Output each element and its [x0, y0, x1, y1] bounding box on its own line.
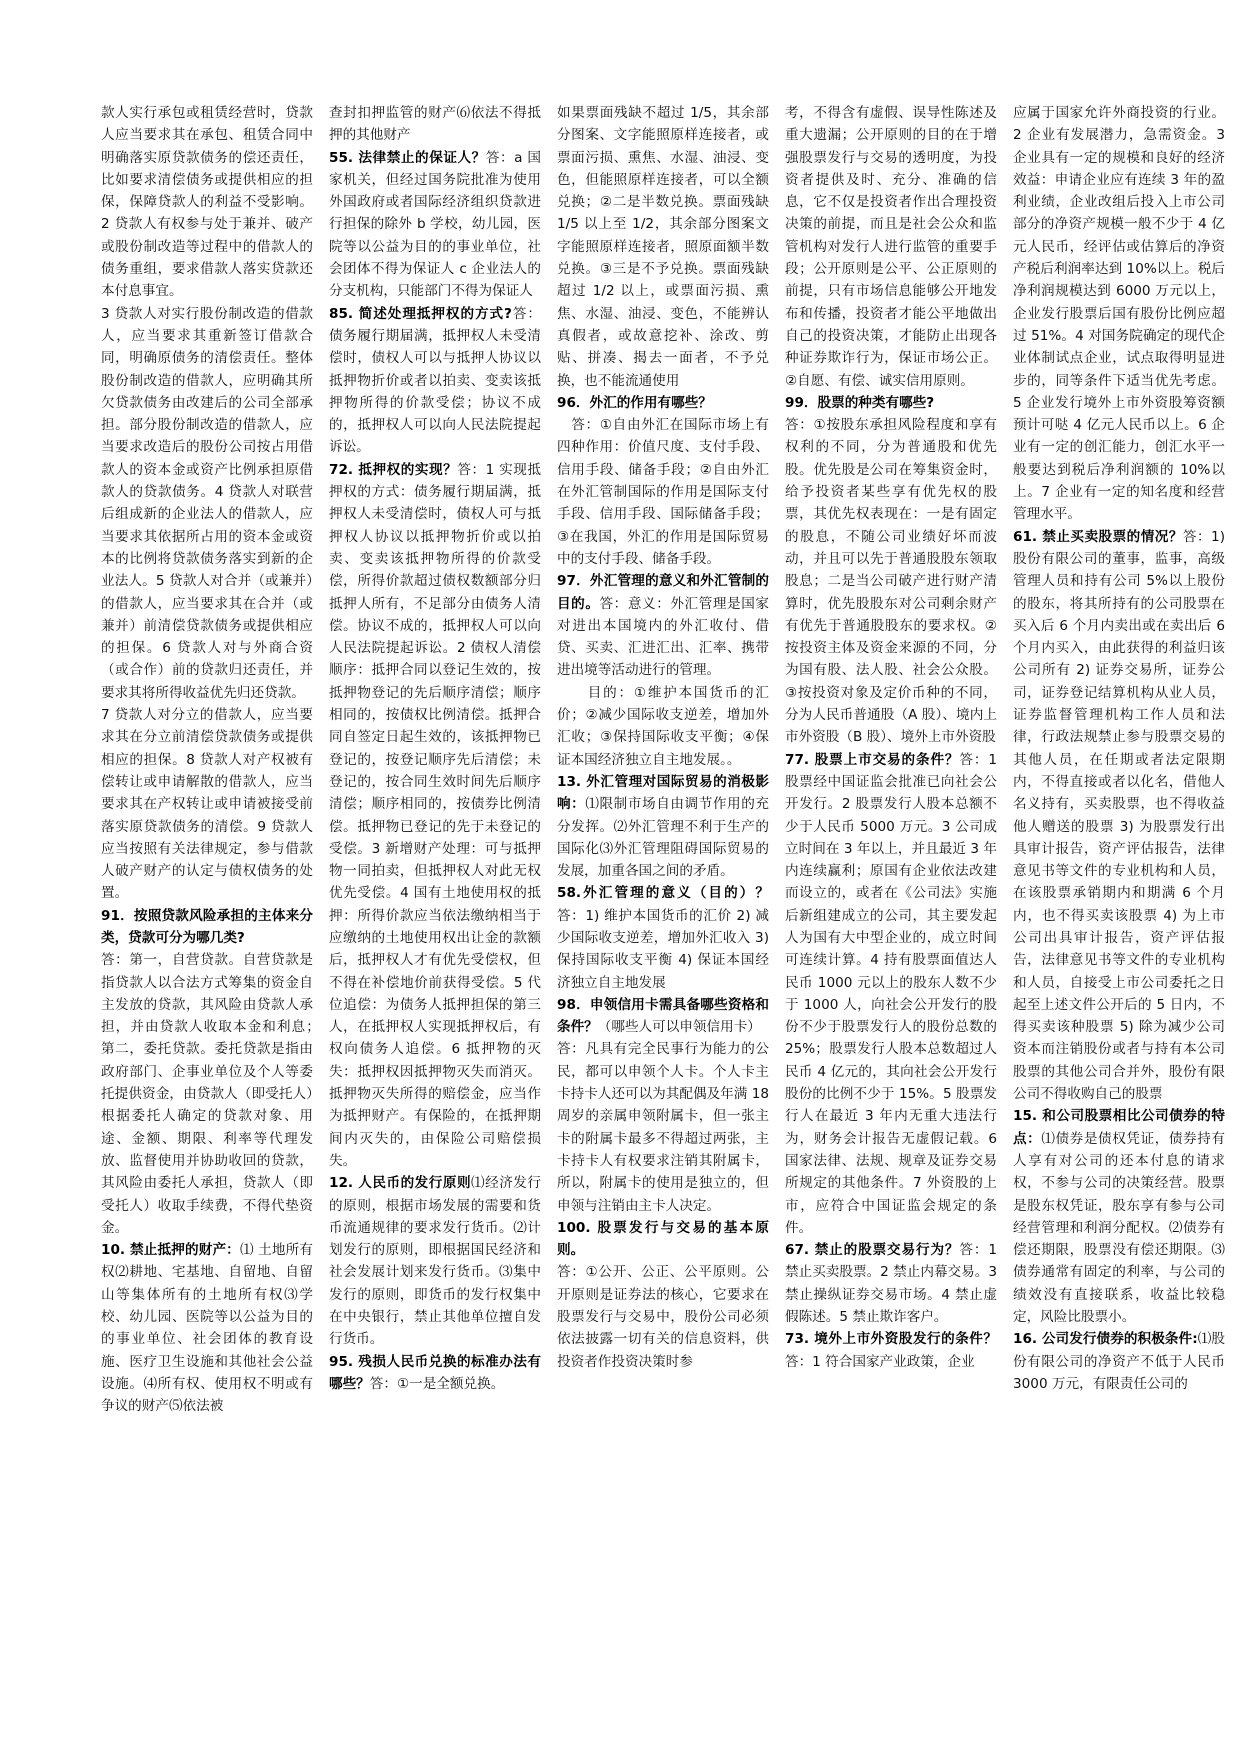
paragraph-text: 答：①自由外汇在国际市场上有四种作用：价值尺度、支付手段、信用手段、储备手段；②自由外汇在外汇管制国际的作用是国际支付手段、信用手段、国际储备手段；③在我国，外汇的作用是国际贸易中的支付手段、储备手段。: [557, 417, 769, 567]
paragraph: [557, 771, 769, 882]
paragraph-text: ⑴经济发行的原则，根据市场发展的需要和货币流通规律的要求发行货币。⑵计划发行的原则，即根据国民经济和社会发展计划来发行货币。⑶集中发行的原则，即货币的发行权集中在中央银行，禁止其他单位擅自发行货币。: [329, 1175, 541, 1348]
paragraph: [785, 392, 997, 414]
paragraph: [557, 994, 769, 1039]
text-column-2: [329, 102, 541, 1742]
paragraph: [329, 147, 541, 303]
paragraph: [785, 414, 997, 748]
paragraph: [329, 303, 541, 459]
paragraph: [557, 682, 769, 771]
question-heading: 99．股票的种类有哪些?: [785, 394, 935, 411]
text-column-1: [101, 102, 327, 1742]
paragraph: [101, 704, 313, 905]
paragraph: [101, 1239, 313, 1417]
question-heading: 67. 禁止的股票交易行为？: [785, 1242, 960, 1259]
paragraph: [557, 1261, 769, 1372]
question-heading: 61. 禁止买卖股票的情况？: [1013, 528, 1183, 545]
paragraph: [101, 303, 313, 704]
question-heading: 96．外汇的作用有哪些？: [557, 394, 712, 411]
question-heading: 77. 股票上市交易的条件？: [785, 751, 960, 768]
paragraph-text: 答：凡具有完全民事行为能力的公民，都可以申领个人卡。个人卡主卡持卡人还可以为其配偶及年满 18 周岁的亲属申领附属卡，但一张主卡的附属卡最多不得超过两张，主卡持卡人有权要求注销其附属卡，所以，附属卡的使用是独立的，但申领与注销由主卡人决定。: [557, 1041, 769, 1214]
paragraph: [101, 102, 313, 303]
text-column-5: [1013, 102, 1225, 1742]
paragraph-text: 答：1 符合国家产业政策，企业: [785, 1353, 975, 1370]
paragraph: [557, 102, 769, 392]
paragraph-text: 答：意义：外汇管理是国家对进出本国境内的外汇收付、借贷、买卖、汇进汇出、汇率、携带进出境等活动进行的管理。: [557, 595, 769, 679]
paragraph-text: 查封扣押监管的财产⑹依法不得抵押的其他财产: [329, 105, 541, 144]
question-heading: 10. 禁止抵押的财产：: [101, 1242, 240, 1259]
paragraph-text: 3 贷款人对实行股份制改造的借款人，应当要求其重新签订借款合同，明确原债务的清偿责任。整体股份制改造的借款人，应明确其所欠贷款债务由改建后的公司全部承担。部分股份制改造的借款人，应当要求改造后的股份公司按占用借款人的资本金或资产比例承担原借款人的贷款债务。4 贷款人对联营后组成新的企业法人的借款人，应当要求其依据所占用的资本金或资本的比例将贷款债务落实到新的企业法人。5 贷款人对合并（或兼并）的借款人，应当要求其在合并（或兼并）前清偿贷款债务或提供相应的担保。6 贷款人对与外商合资（或合作）前的贷款归还责任，并要求其将所得收益优先归还贷款。: [101, 305, 313, 701]
question-heading: 16. 公司发行债券的积极条件:: [1013, 1331, 1198, 1348]
paragraph-text: （哪些人可以申领信用卡）: [597, 1019, 761, 1036]
paragraph-text: 答：1) 维护本国货币的汇价 2) 减少国际收支逆差，增加外汇收入 3) 保持国际收支平衡 4) 保证本国经济独立自主地发展: [557, 907, 769, 991]
paragraph: [329, 102, 541, 147]
paragraph-text: 答：1 禁止买卖股票。2 禁止内幕交易。3 禁止操纵证券交易市场。4 禁止虚假陈述。5 禁止欺诈客户。: [785, 1242, 997, 1326]
question-heading: 72. 抵押权的实现？: [329, 461, 458, 478]
paragraph: [1013, 102, 1225, 526]
paragraph-text: 答：第一，自营贷款。自营贷款是指贷款人以合法方式筹集的资金自主发放的贷款，其风险由贷款人承担，并由贷款人收取本金和利息； 第二，委托贷款。委托贷款是指由政府部门、企事业单位及个人等委托提供资金，由贷款人（即受托人）根据委托人确定的贷款对象、用途、金额、期限、利率等代理发放、监督使用并协助收回的贷款，其风险由委托人承担，贷款人（即受托人）收取手续费，不得代垫资金。: [101, 952, 327, 1236]
paragraph-text: 答：①按股东承担风险程度和享有权利的不同，分为普通股和优先股。优先股是公司在筹集资金时，给予投资者某些享有优先权的股票，其优先权表现在：一是有固定的股息，不随公司业绩好坏而波动，并且可以先于普通股股东领取股息；二是当公司破产进行财产清算时，优先股股东对公司剩余财产有优先于普通股股东的要求权。②按投资主体及资金来源的不同，分为国有股、法人股、社会公众股。③按投资对象及定价币种的不同，分为人民币普通股（A 股）、境内上市外资股（B 股）、境外上市外资股: [785, 417, 997, 746]
paragraph: [1013, 526, 1225, 1106]
paragraph: [101, 905, 313, 950]
paragraph-text: 答：①一是全额兑换。: [369, 1375, 505, 1392]
document-page: [101, 102, 1233, 1742]
paragraph-text: 7 贷款人对分立的借款人，应当要求其在分立前清偿贷款债务或提供相应的担保。8 贷款人对产权被有偿转让或申请解散的借款人，应当要求其在产权转让或申请被接受前落实原贷款债务的清偿。9 贷款人应当按照有关法律规定，参与借款人破产财产的认定与债权债务的处置。: [101, 707, 313, 902]
question-heading: 55. 法律禁止的保证人？: [329, 149, 486, 166]
paragraph-text: 答：1 实现抵押权的方式：债务履行期届满，抵押权人未受清偿时，债权人可与抵押权人协议以抵押物折价或以拍卖、变卖该抵押物所得的价款受偿，所得价款超过债权数额部分归抵押人所有，不足部分由债务人清偿。协议不成的，抵押权人可以向人民法院提起诉讼。2 债权人清偿顺序：抵押合同以登记生效的，按抵押物登记的先后顺序清偿；顺序相同的，按债权比例清偿。抵押合同自签定日起生效的，该抵押物已登记的，按登记顺序先后清偿；未登记的，按合同生效时间先后顺序清偿；顺序相同的，按债券比例清偿。抵押物已登记的先于未登记的受偿。3 新增财产处理：可与抵押物一同拍卖，但抵押权人对此无权优先受偿。4 国有土地使用权的抵押：所得价款应当依法缴纳相当于应缴纳的土地使用权出让金的款额后，抵押权人才有优先受偿权，但不得在补偿地价前获得受偿。5 代位追偿：为债务人抵押担保的第三人，在抵押权人实现抵押权后，有权向债务人追偿。6 抵押物的灭失：抵押权因抵押物灭失而消灭。抵押物灭失所得的赔偿金，应当作为抵押财产。有保险的，在抵押期间内灭失的，由保险公司赔偿损失。: [329, 461, 541, 1169]
paragraph: [785, 102, 997, 392]
question-heading: 98．申领信用卡需具备哪些资格和条件？: [557, 996, 769, 1036]
paragraph: [557, 1038, 769, 1216]
paragraph: [785, 1328, 997, 1373]
text-column-3: [557, 102, 769, 1742]
paragraph-text: ⑴股份有限公司的净资产不低于人民币 3000 万元，有限责任公司的: [1013, 1331, 1226, 1392]
paragraph-text: 答：①公开、公正、公平原则。公开原则是证券法的核心，它要求在股票发行与交易中，股份公司必须依法披露一切有关的信息资料，供投资者作投资决策时参: [557, 1264, 769, 1370]
paragraph-text: 应属于国家允许外商投资的行业。2 企业有发展潜力，急需资金。3 企业具有一定的规模和良好的经济效益：申请企业应有连续 3 年的盈利业绩，企业改组后投入上市公司部分的净资产规模一般不少于 4 亿元人民币，经评估或估算后的净资产税后利润率达到 10%以上。税后净利润规模达到 6000 万元以上，企业发行股票后国有股份比例应超过 51%。4 对国务院确定的现代企业体制试点企业，试点取得明显进步的，同等条件下适当优先考虑。5 企业发行境外上市外资股筹资额预计可哒 4 亿元人民币以上。6 企业有一定的创汇能力，创汇水平一般要达到税后净利润额的 10%以上。7 企业有一定的知名度和经营管理水平。: [1013, 105, 1225, 523]
paragraph-text: ⑴债券是债权凭证，债券持有人享有对公司的还本付息的请求权，不参与公司的决策经营。股票是股东权凭证，股东享有参与公司经营管理和利润分配权。⑵债券有偿还期限，股票没有偿还期限。⑶债券通常有固定的利率，与公司的绩效没有直接联系，收益比较稳定，风险比股票小。: [1013, 1130, 1225, 1326]
question-heading: 91．按照贷款风险承担的主体来分类，贷款可分为哪几类?: [101, 907, 313, 946]
question-heading: 13. 外汇管理对国际贸易的消极影响：: [557, 773, 769, 813]
paragraph: [101, 949, 327, 1239]
paragraph: [329, 1351, 541, 1396]
paragraph-text: ⑴ 土地所有权⑵耕地、宅基地、自留地、自留山等集体所有的土地所有权⑶学校、幼儿园、医院等以公益为目的的事业单位、社会团体的教育设施、医疗卫生设施和其他社会公益设施。⑷所有权、使用权不明或有争议的财产⑸依法被: [101, 1242, 313, 1415]
paragraph-text: 答：1 股票经中国证监会批准已向社会公开发行。2 股票发行人股本总额不少于人民币 5000 万元。3 公司成立时间在 3 年以上，并且最近 3 年内连续赢利；原国有企业依法改建而设立的，或者在《公司法》实施后新组建成立的公司，其主要发起人为国有大中型企业的，成立时间可连续计算。4 持有股票面值达人民币 1000 元以上的股东人数不少于 1000 人，向社会公开发行的股份不少于股票发行人的股份总数的 25%；股票发行人股本总数超过人民币 4 亿元的，其向社会公开发行股份的比例不少于 15%。5 股票发行人在最近 3 年内无重大违法行为，财务会计报告无虚假记载。6 国家法律、法规、规章及证券交易所规定的其他条件。7 外资股的上市，应符合中国证监会规定的条件。: [785, 751, 997, 1236]
paragraph: [329, 1172, 541, 1350]
question-heading: 58.外汇管理的意义（目的）？: [557, 885, 769, 902]
paragraph: [329, 459, 541, 1173]
text-column-4: [785, 102, 997, 1742]
paragraph: [557, 570, 769, 681]
paragraph-text: 如果票面残缺不超过 1/5，其余部分图案、文字能照原样连接者，或票面污损、熏焦、水湿、油浸、变色，但能照原样连接者，可以全额兑换；②二是半数兑换。票面残缺 1/5 以上至 1/2，其余部分图案文字能照原样连接者，照原面额半数兑换。③三是不予兑换。票面残缺超过 1/2 以上，或票面污损、熏焦、水湿、油浸、变色，不能辨认真假者，或故意挖补、涂改、剪贴、拼凑、揭去一面者，不予兑换，也不能流通使用: [557, 105, 769, 389]
question-heading: 12. 人民币的发行原则: [329, 1175, 472, 1192]
paragraph-text: 考，不得含有虚假、误导性陈述及重大遗漏；公开原则的目的在于增强股票发行与交易的透明度，为投资者提供及时、充分、准确的信息，它不仅是投资者作出合理投资决策的前提，而且是社会公众和监管机构对发行人进行监管的重要手段；公开原则是公平、公正原则的前提，只有市场信息能够公开地发布和传播，投资者才能公平地做出自己的投资决策，才能防止出现各种证券欺诈行为，保证市场公正。②自愿、有偿、诚实信用原则。: [785, 105, 997, 389]
question-heading: 100. 股票发行与交易的基本原则。: [557, 1219, 769, 1259]
paragraph: [557, 414, 769, 570]
paragraph-text: 答：a 国家机关，但经过国务院批准为使用外国政府或者国际经济组织贷款进行担保的除外 b 学校，幼儿园，医院等以公益为目的的事业单位，社会团体不得为保证人 c 企业法人的分支机构，只能部门不得为保证人: [329, 149, 541, 300]
paragraph: [785, 1239, 997, 1328]
question-heading: 15. 和公司股票相比公司债券的特点：: [1013, 1108, 1225, 1147]
paragraph: [557, 392, 769, 414]
paragraph-text: 目的：①维护本国货币的汇价；②减少国际收支逆差，增加外汇收；③保持国际收支平衡；④保证本国经济独立自主地发展。。: [557, 684, 769, 768]
paragraph-text: ⑴限制市场自由调节作用的充分发挥。⑵外汇管理不利于生产的国际化⑶外汇管理阻碍国际贸易的发展，加重各国之间的矛盾。: [557, 796, 769, 880]
paragraph: [1013, 1105, 1225, 1328]
paragraph: [1013, 1328, 1225, 1395]
question-heading: 73. 境外上市外资股发行的条件？: [785, 1331, 997, 1348]
paragraph-text: 答：1) 股份有限公司的董事，监事，高级管理人员和持有公司 5%以上股份的股东，将其所持有的公司股票在买入后 6 个月内卖出或在卖出后 6 个月内买入，由此获得的利益归该公司所有 2) 证券交易所，证券公司，证券登记结算机构从业人员，证券监督管理机构工作人员和法律，行政法规禁止参与股票交易的其他人员，在任期或者法定限期内，不得直接或者以化名，借他人名义持有，买卖股票，也不得收益他人赠送的股票 3) 为股票发行出具审计报告，资产评估报告，法律意见书等文件的专业机构和人员，在该股票承销期内和期满 6 个月内，也不得买卖该股票 4) 为上市公司出具审计报告，资产评估报告，法律意见书等文件的专业机构和人员，自接受上市公司委托之日起至上述文件公开后的 5 日内，不得买卖该种股票 5) 除为减少公司资本而注销股份或者与持有本公司股票的其他公司合并外，股份有限公司不得收购自己的股票: [1013, 528, 1225, 1103]
paragraph-text: 答：债务履行期届满，抵押权人未受清偿时，债权人可以与抵押人协议以抵押物折价或者以拍卖、变卖该抵押物所得的价款受偿；协议不成的，抵押权人可以向人民法院提起诉讼。: [329, 305, 541, 456]
paragraph-text: 款人实行承包或租赁经营时，贷款人应当要求其在承包、租赁合同中明确落实原贷款债务的偿还责任，比如要求清偿债务或提供相应的担保，保障贷款人的利益不受影响。2 贷款人有权参与处于兼并、破产或股份制改造等过程中的借款人的债务重组，要求借款人落实贷款还本付息事宜。: [101, 105, 313, 300]
paragraph: [785, 749, 997, 1240]
question-heading: 85. 简述处理抵押权的方式?: [329, 305, 512, 322]
paragraph: [557, 1217, 769, 1262]
paragraph: [557, 882, 769, 993]
question-heading: 95. 残损人民币兑换的标准办法有哪些？: [329, 1353, 541, 1392]
question-heading: 97．外汇管理的意义和外汇管制的目的。: [557, 573, 769, 612]
